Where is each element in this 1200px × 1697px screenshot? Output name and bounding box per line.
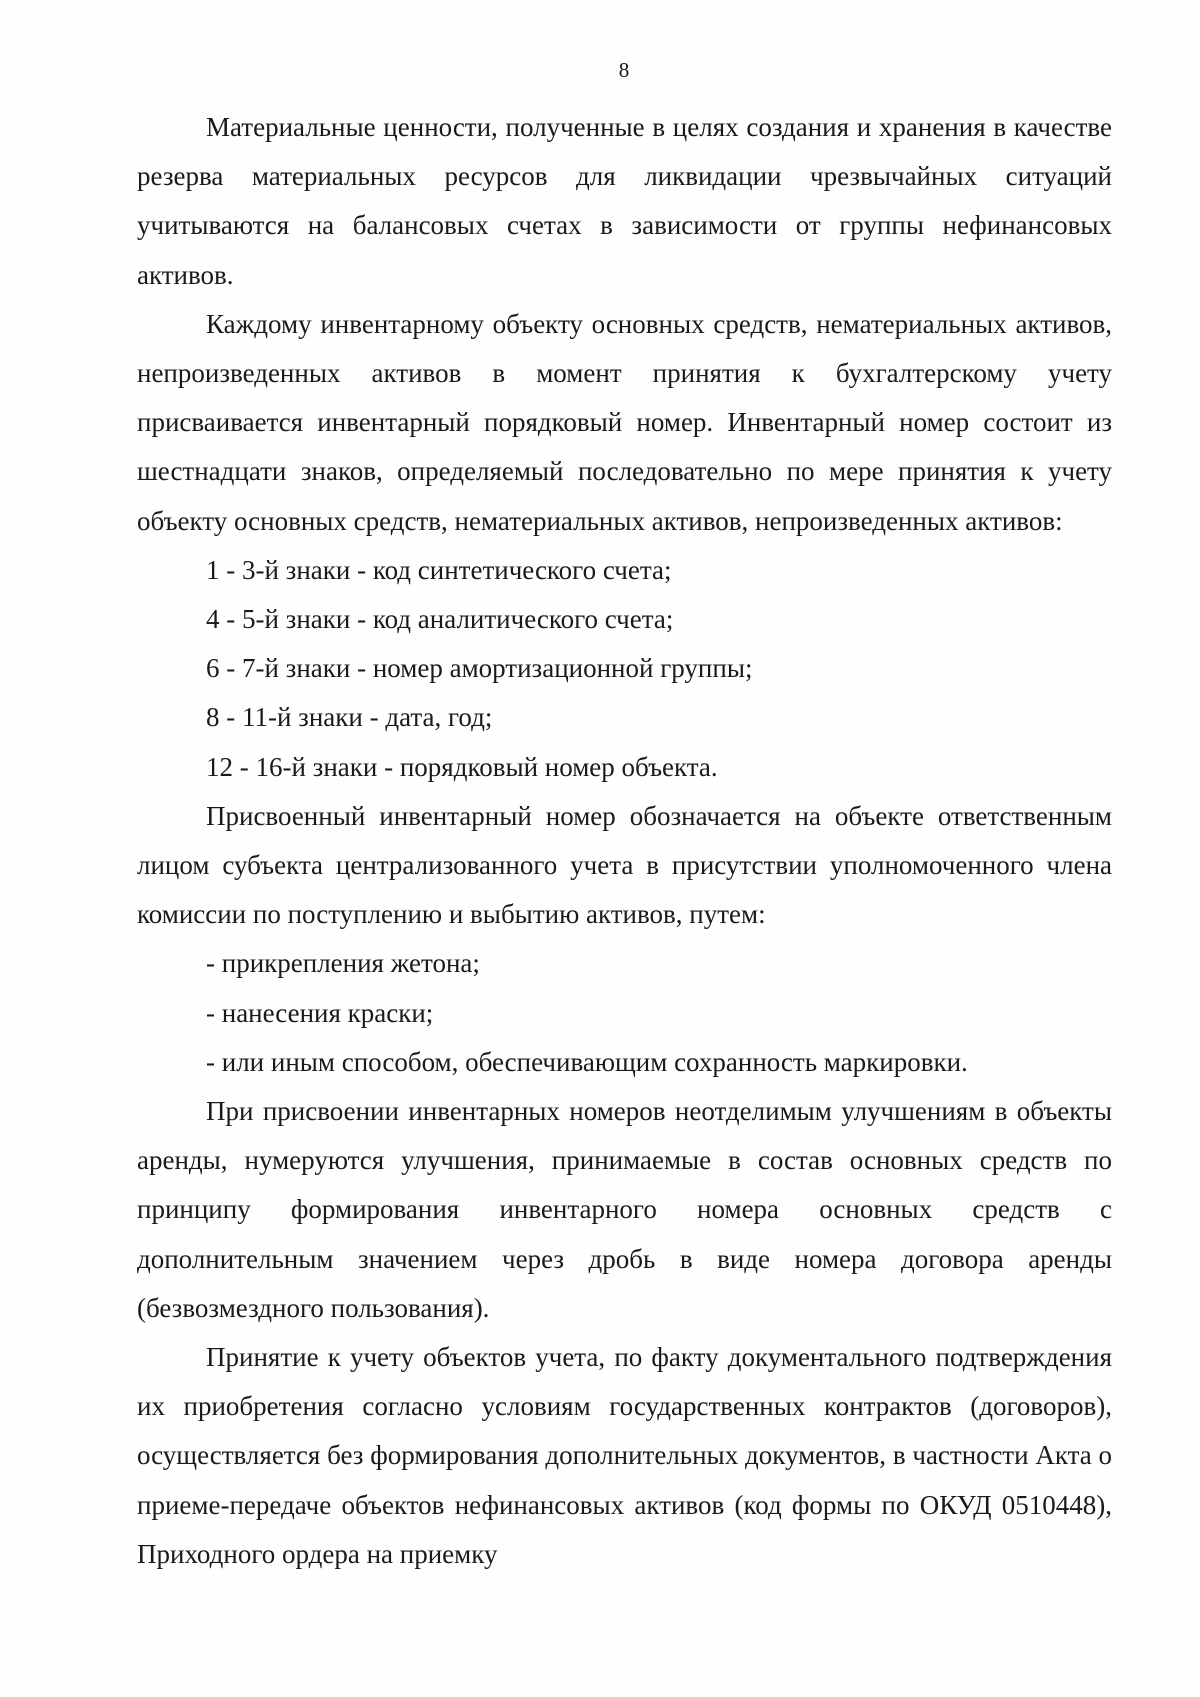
list-item: 4 - 5-й знаки - код аналитического счета; <box>206 604 674 635</box>
list-item: 8 - 11-й знаки - дата, год; <box>206 702 493 733</box>
list-item: - нанесения краски; <box>206 997 434 1028</box>
paragraph-improvements: При присвоении инвентарных номеров неотделимым улучшениям в объекты аренды, нумеруются улучшения, принимаемые в состав основных средств по принципу формирования инвентарного номера основных средств с дополнительным значением через дробь в виде номера договора аренды (безвозмездного пользования). <box>137 1096 1112 1323</box>
document-body <box>137 103 1112 1579</box>
list-item: - прикрепления жетона; <box>206 948 480 979</box>
list-item: - или иным способом, обеспечивающим сохранность маркировки. <box>206 1046 968 1077</box>
list-item: 1 - 3-й знаки - код синтетического счета; <box>206 554 672 585</box>
paragraph-assigned-number: Присвоенный инвентарный номер обозначается на объекте ответственным лицом субъекта централизованного учета в присутствии уполномоченного члена комиссии по поступлению и выбытию активов, путем: <box>137 800 1112 930</box>
paragraph-inventory-number: Каждому инвентарному объекту основных средств, нематериальных активов, непроизведенных активов в момент принятия к бухгалтерскому учету присваивается инвентарный порядковый номер. Инвентарный номер состоит из шестнадцати знаков, определяемый последовательно по мере принятия к учету объекту основных средств, нематериальных активов, непроизведенных активов: <box>137 308 1112 536</box>
list-item: 6 - 7-й знаки - номер амортизационной группы; <box>206 653 753 684</box>
page-number: 8 <box>618 58 630 82</box>
paragraph-acceptance: Принятие к учету объектов учета, по факту документального подтверждения их приобретения согласно условиям государственных контрактов (договоров), осуществляется без формирования дополнительных документов, в частности Акта о приеме-передаче объектов нефинансовых активов (код формы по ОКУД 0510448), Приходного ордера на приемку <box>137 1342 1112 1569</box>
list-item: 12 - 16-й знаки - порядковый номер объекта. <box>206 751 718 782</box>
paragraph-material-values: Материальные ценности, полученные в целях создания и хранения в качестве резерва материальных ресурсов для ликвидации чрезвычайных ситуаций учитываются на балансовых счетах в зависимости от группы нефинансовых активов. <box>137 112 1112 290</box>
